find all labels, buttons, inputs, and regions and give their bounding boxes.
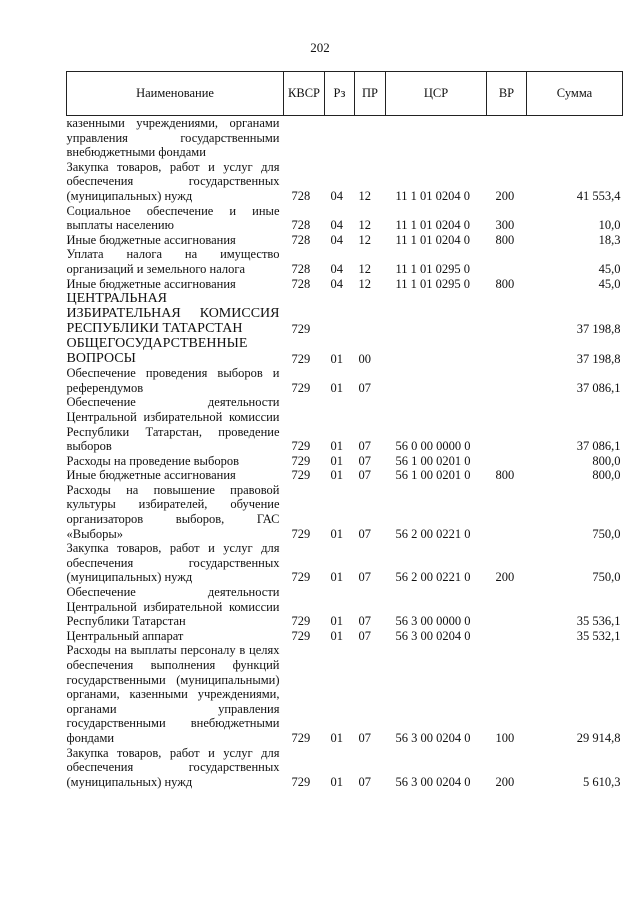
cell-pr: 07	[358, 453, 371, 468]
cell-sum: 37 198,8	[576, 351, 621, 366]
cell-rz: 01	[330, 570, 343, 585]
cell-vr	[487, 585, 527, 629]
cell-rz: 04	[330, 261, 343, 276]
cell-name: Обеспечение деятельности Центральной избирательной комиссии Республики Татарстан, проведение выборов	[66, 395, 280, 454]
cell-csr: 11 1 01 0204 0	[395, 188, 471, 203]
cell-pr: 07	[358, 439, 371, 454]
cell-kvsr: 729	[291, 628, 311, 643]
cell-csr: 56 1 00 0201 0	[395, 453, 471, 468]
cell-csr: 56 3 00 0204 0	[395, 628, 471, 643]
cell-csr	[386, 291, 487, 336]
table-row	[67, 160, 623, 204]
table-row	[67, 204, 623, 233]
header-rz: Рз	[325, 72, 355, 116]
cell-pr: 12	[358, 232, 371, 247]
cell-vr	[487, 395, 527, 453]
cell-pr: 07	[358, 570, 371, 585]
cell-vr: 200	[495, 774, 515, 789]
cell-pr: 12	[358, 218, 371, 233]
cell-kvsr: 729	[291, 439, 311, 454]
table-row	[67, 541, 623, 585]
cell-name: казенными учреждениями, органами управления государственными внебюджетными фондами	[66, 116, 280, 160]
cell-name: Иные бюджетные ассигнования	[66, 232, 236, 247]
header-kvsr: КВСР	[284, 72, 325, 116]
cell-name: ЦЕНТРАЛЬНАЯ ИЗБИРАТЕЛЬНАЯ КОМИССИЯ РЕСПУБЛИКИ ТАТАРСТАН	[66, 291, 280, 337]
cell-csr: 56 0 00 0000 0	[395, 439, 471, 454]
cell-kvsr: 729	[291, 468, 311, 483]
cell-kvsr: 729	[291, 730, 311, 745]
cell-rz: 01	[330, 468, 343, 483]
cell-kvsr: 728	[291, 276, 311, 291]
cell-pr: 12	[358, 261, 371, 276]
cell-pr: 07	[358, 380, 371, 395]
cell-rz: 01	[330, 453, 343, 468]
cell-kvsr	[284, 116, 325, 160]
table-row	[67, 233, 623, 248]
cell-csr: 56 1 00 0201 0	[395, 468, 471, 483]
cell-vr	[487, 247, 527, 276]
cell-rz: 01	[330, 730, 343, 745]
cell-pr: 12	[358, 276, 371, 291]
cell-kvsr: 729	[291, 453, 311, 468]
cell-rz: 04	[330, 218, 343, 233]
table-row	[67, 629, 623, 644]
cell-vr: 200	[495, 570, 515, 585]
header-vr: ВР	[487, 72, 527, 116]
cell-sum: 5 610,3	[583, 774, 621, 789]
cell-vr: 800	[495, 468, 515, 483]
cell-vr	[487, 116, 527, 160]
header-sum: Сумма	[527, 72, 623, 116]
cell-csr: 11 1 01 0204 0	[395, 232, 471, 247]
cell-csr	[386, 366, 487, 395]
cell-name: Иные бюджетные ассигнования	[66, 276, 236, 291]
cell-rz: 04	[330, 188, 343, 203]
cell-name: Закупка товаров, работ и услуг для обеспечения государственных (муниципальных) нужд	[66, 745, 280, 789]
cell-vr	[487, 336, 527, 366]
budget-table	[66, 71, 623, 789]
cell-pr: 07	[358, 730, 371, 745]
cell-rz: 01	[330, 380, 343, 395]
cell-name: Социальное обеспечение и иные выплаты населению	[66, 203, 280, 233]
cell-kvsr: 728	[291, 188, 311, 203]
cell-pr: 12	[358, 188, 371, 203]
table-row	[67, 116, 623, 160]
cell-pr: 00	[358, 351, 371, 366]
cell-vr: 800	[495, 276, 515, 291]
cell-kvsr: 728	[291, 218, 311, 233]
cell-csr: 11 1 01 0204 0	[395, 218, 471, 233]
table-body	[67, 116, 623, 790]
cell-sum: 35 536,1	[576, 614, 621, 629]
cell-csr: 11 1 01 0295 0	[395, 276, 471, 291]
cell-csr	[386, 116, 487, 160]
cell-vr	[487, 629, 527, 644]
cell-sum: 10,0	[598, 218, 621, 233]
cell-vr	[487, 483, 527, 541]
cell-rz	[325, 291, 355, 336]
cell-name: Расходы на проведение выборов	[66, 453, 239, 468]
cell-kvsr: 729	[291, 614, 311, 629]
cell-name: Обеспечение проведения выборов и референдумов	[66, 366, 280, 395]
cell-rz: 01	[330, 439, 343, 454]
table-row	[67, 468, 623, 483]
cell-vr	[487, 454, 527, 469]
cell-vr: 300	[495, 218, 515, 233]
cell-kvsr: 728	[291, 232, 311, 247]
cell-vr	[487, 366, 527, 395]
table-row	[67, 366, 623, 395]
table-row	[67, 746, 623, 790]
cell-sum: 29 914,8	[576, 730, 621, 745]
cell-name: Закупка товаров, работ и услуг для обеспечения государственных (муниципальных) нужд	[66, 541, 280, 585]
cell-rz: 04	[330, 232, 343, 247]
table-row	[67, 395, 623, 453]
cell-sum: 35 532,1	[576, 628, 621, 643]
cell-vr: 200	[495, 188, 515, 203]
cell-kvsr: 729	[291, 380, 311, 395]
cell-sum: 45,0	[598, 276, 621, 291]
table-row	[67, 291, 623, 336]
cell-pr: 07	[358, 774, 371, 789]
cell-sum	[527, 116, 623, 160]
cell-rz: 01	[330, 351, 343, 366]
table-row	[67, 483, 623, 541]
cell-kvsr: 729	[291, 526, 311, 541]
header-pr: ПР	[355, 72, 386, 116]
table-row	[67, 643, 623, 745]
cell-csr: 56 2 00 0221 0	[395, 570, 471, 585]
header-name: Наименование	[67, 72, 284, 116]
cell-kvsr: 728	[291, 261, 311, 276]
cell-name: ОБЩЕГОСУДАРСТВЕННЫЕ ВОПРОСЫ	[66, 336, 248, 367]
cell-csr	[386, 336, 487, 366]
cell-pr	[355, 116, 386, 160]
cell-sum: 800,0	[592, 468, 621, 483]
cell-pr: 07	[358, 526, 371, 541]
cell-sum: 750,0	[592, 570, 621, 585]
cell-sum: 800,0	[592, 453, 621, 468]
cell-csr: 56 3 00 0204 0	[395, 730, 471, 745]
cell-csr: 11 1 01 0295 0	[395, 261, 471, 276]
cell-sum: 45,0	[598, 261, 621, 276]
cell-rz	[325, 116, 355, 160]
page-number: 202	[310, 40, 330, 55]
cell-name: Иные бюджетные ассигнования	[66, 468, 236, 483]
cell-name: Обеспечение деятельности Центральной избирательной комиссии Республики Татарстан	[66, 585, 280, 629]
cell-sum: 41 553,4	[576, 188, 621, 203]
cell-vr	[487, 291, 527, 336]
cell-sum: 37 198,8	[576, 321, 621, 336]
table-row	[67, 336, 623, 366]
cell-sum: 37 086,1	[576, 380, 621, 395]
cell-rz: 01	[330, 614, 343, 629]
cell-csr: 56 2 00 0221 0	[395, 526, 471, 541]
table-header-row	[67, 72, 623, 116]
cell-rz: 01	[330, 774, 343, 789]
cell-csr: 56 3 00 0000 0	[395, 614, 471, 629]
cell-name: Закупка товаров, работ и услуг для обеспечения государственных (муниципальных) нужд	[66, 159, 280, 203]
cell-kvsr: 729	[291, 321, 311, 336]
cell-pr: 07	[358, 628, 371, 643]
cell-rz: 01	[330, 526, 343, 541]
cell-rz: 04	[330, 276, 343, 291]
cell-sum: 37 086,1	[576, 439, 621, 454]
cell-kvsr: 729	[291, 570, 311, 585]
cell-vr: 100	[495, 730, 515, 745]
cell-pr	[355, 291, 386, 336]
cell-rz: 01	[330, 628, 343, 643]
cell-vr: 800	[495, 232, 515, 247]
cell-name: Расходы на повышение правовой культуры избирателей, обучение организаторов выборов, ГАС «Выборы»	[66, 482, 280, 541]
table-row	[67, 247, 623, 276]
cell-kvsr: 729	[291, 351, 311, 366]
cell-sum: 750,0	[592, 526, 621, 541]
cell-kvsr: 729	[291, 774, 311, 789]
cell-pr: 07	[358, 614, 371, 629]
cell-name: Центральный аппарат	[66, 628, 184, 643]
cell-sum: 18,3	[598, 232, 621, 247]
cell-name: Уплата налога на имущество организаций и земельного налога	[66, 247, 280, 276]
cell-pr: 07	[358, 468, 371, 483]
header-csr: ЦСР	[386, 72, 487, 116]
cell-name: Расходы на выплаты персоналу в целях обеспечения выполнения функций государственными (муниципальными) органами, казенными учреждениями, органами управления государственными внебюджетными фондами	[66, 643, 280, 745]
table-row	[67, 454, 623, 469]
cell-csr: 56 3 00 0204 0	[395, 774, 471, 789]
table-row	[67, 277, 623, 292]
table-row	[67, 585, 623, 629]
